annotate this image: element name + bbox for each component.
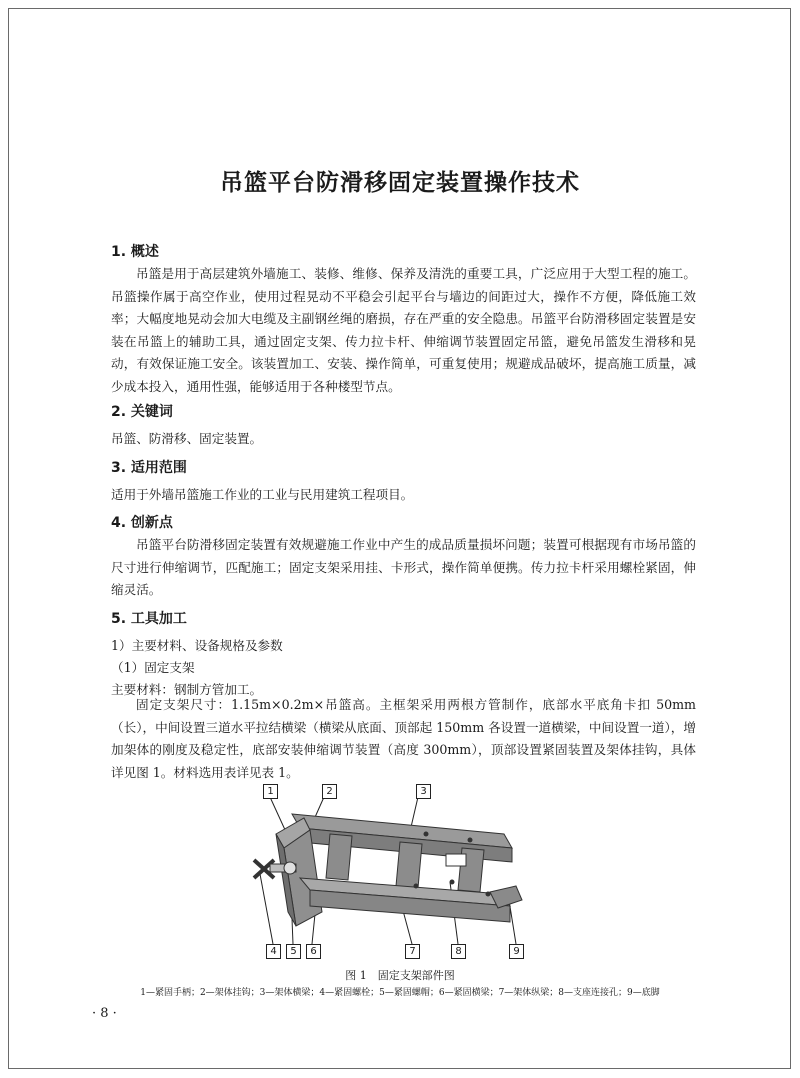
- callout-2: 2: [322, 784, 337, 799]
- section-paragraph-keywords: 吊篮、防滑移、固定装置。: [111, 431, 263, 446]
- section-heading-innovation: 4. 创新点: [111, 515, 173, 531]
- subheading-fixed-bracket: （1）固定支架: [111, 660, 195, 675]
- figure-fixed-bracket: [240, 782, 550, 962]
- callout-9: 9: [509, 944, 524, 959]
- page-title: 吊篮平台防滑移固定装置操作技术: [220, 170, 580, 196]
- section-heading-overview: 1. 概述: [111, 244, 159, 260]
- callout-6: 6: [306, 944, 321, 959]
- page-number: · 8 ·: [92, 1006, 117, 1021]
- section-heading-tool-processing: 5. 工具加工: [111, 611, 187, 627]
- figure-caption: 图 1 固定支架部件图: [345, 969, 455, 982]
- main-material-line: 主要材料：钢制方管加工。: [111, 682, 263, 697]
- section-paragraph-bracket-dimensions: 固定支架尺寸：1.15m×0.2m×吊篮高。主框架采用两根方管制作，底部水平底角卡扣 50mm（长），中间设置三道水平拉结横梁（横梁从底面、顶部起 150mm 各设置一道横梁，中间设置一道），增加架体的刚度及稳定性，底部安装伸缩调节装置（高度 300mm），顶部设置紧固装置及架体挂钩，具体详见图 1。材料选用表详见表 1。: [111, 697, 696, 780]
- fixed-bracket-illustration: [240, 782, 550, 962]
- subheading-materials-specs: 1）主要材料、设备规格及参数: [111, 638, 283, 653]
- section-paragraph-innovation: 吊篮平台防滑移固定装置有效规避施工作业中产生的成品质量损坏问题；装置可根据现有市场吊篮的尺寸进行伸缩调节，匹配施工；固定支架采用挂、卡形式，操作简单便携。传力拉卡杆采用螺栓紧固，伸缩灵活。: [111, 537, 696, 597]
- callout-5: 5: [286, 944, 301, 959]
- figure-legend: 1—紧固手柄；2—架体挂钩；3—架体横梁；4—紧固螺栓；5—紧固螺帽；6—紧固横梁；7—架体纵梁；8—支座连接孔；9—底脚: [140, 988, 660, 998]
- section-paragraph-overview: 吊篮是用于高层建筑外墙施工、装修、维修、保养及清洗的重要工具，广泛应用于大型工程的施工。吊篮操作属于高空作业，使用过程晃动不平稳会引起平台与墙边的间距过大，操作不方便，降低施工效率；大幅度地晃动会加大电缆及主副钢丝绳的磨损，存在严重的安全隐患。吊篮平台防滑移固定装置是安装在吊篮上的辅助工具，通过固定支架、传力拉卡杆、伸缩调节装置固定吊篮，避免吊篮发生滑移和晃动，有效保证施工安全。该装置加工、安装、操作简单，可重复使用；规避成品破坏，提高施工质量，减少成本投入，通用性强，能够适用于各种楼型节点。: [111, 266, 696, 394]
- callout-8: 8: [451, 944, 466, 959]
- callout-3: 3: [416, 784, 431, 799]
- callout-1: 1: [263, 784, 278, 799]
- section-heading-keywords: 2. 关键词: [111, 404, 173, 420]
- section-heading-scope: 3. 适用范围: [111, 460, 187, 476]
- section-paragraph-scope: 适用于外墙吊篮施工作业的工业与民用建筑工程项目。: [111, 487, 414, 502]
- callout-4: 4: [266, 944, 281, 959]
- callout-7: 7: [405, 944, 420, 959]
